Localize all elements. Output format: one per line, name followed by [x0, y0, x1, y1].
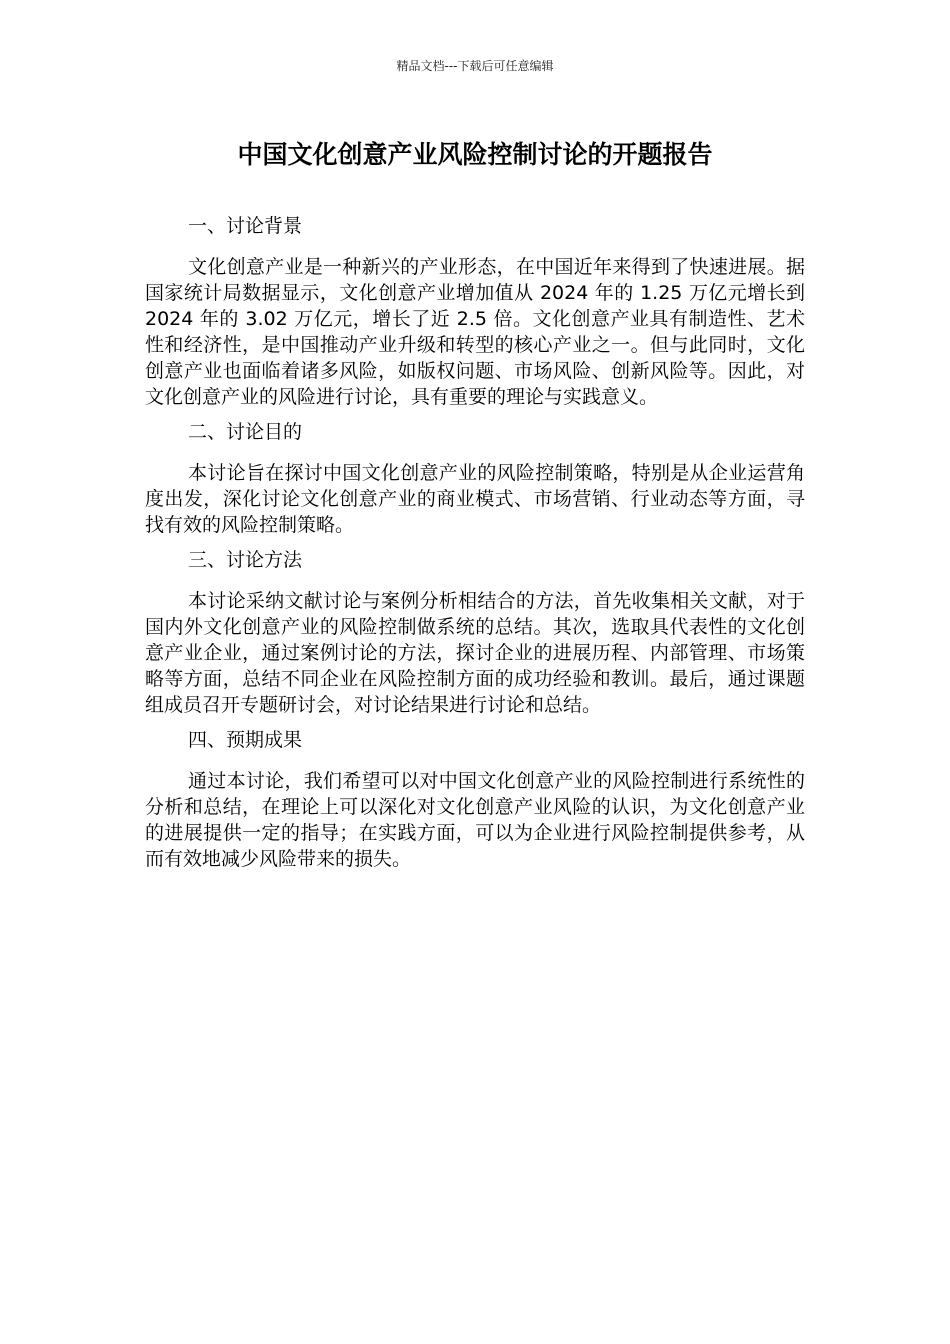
section-paragraph: 通过本讨论，我们希望可以对中国文化创意产业的风险控制进行系统性的分析和总结，在理论上可以深化对文化创意产业风险的认识，为文化创意产业的进展提供一定的指导；在实践方面，可以为企业进行风险控制提供参考，从而有效地减少风险带来的损失。 — [145, 770, 805, 870]
document-title: 中国文化创意产业风险控制讨论的开题报告 — [237, 140, 713, 169]
section-heading: 四、预期成果 — [188, 729, 303, 751]
section-paragraph: 本讨论采纳文献讨论与案例分析相结合的方法，首先收集相关文献，对于国内外文化创意产业的风险控制做系统的总结。其次，选取具代表性的文化创意产业企业，通过案例讨论的方法，探讨企业的进展历程、内部管理、市场策略等方面，总结不同企业在风险控制方面的成功经验和教训。最后，通过课题组成员召开专题研讨会，对讨论结果进行讨论和总结。 — [145, 590, 805, 716]
section-expected-results — [145, 727, 805, 881]
section-heading: 三、讨论方法 — [188, 549, 303, 571]
section-paragraph: 文化创意产业是一种新兴的产业形态，在中国近年来得到了快速进展。据国家统计局数据显示，文化创意产业增加值从 2024 年的 1.25 万亿元增长到 2024 年的 3.02 万亿元，增长了近 2.5 倍。文化创意产业具有制造性、艺术性和经济性，是中国推动产业升级和转型的核心产业之一。但与此同时，文化创意产业也面临着诸多风险，如版权问题、市场风险、创新风险等。因此，对文化创意产业的风险进行讨论，具有重要的理论与实践意义。 — [145, 256, 805, 408]
section-heading: 二、讨论目的 — [188, 421, 303, 443]
section-method — [145, 547, 805, 727]
header-note: 精品文档---下载后可任意编辑 — [396, 59, 554, 73]
section-paragraph: 本讨论旨在探讨中国文化创意产业的风险控制策略，特别是从企业运营角度出发，深化讨论文化创意产业的商业模式、市场营销、行业动态等方面，寻找有效的风险控制策略。 — [145, 462, 805, 536]
document-body — [145, 213, 805, 881]
section-heading: 一、讨论背景 — [188, 215, 303, 237]
section-purpose — [145, 419, 805, 547]
section-background — [145, 213, 805, 419]
